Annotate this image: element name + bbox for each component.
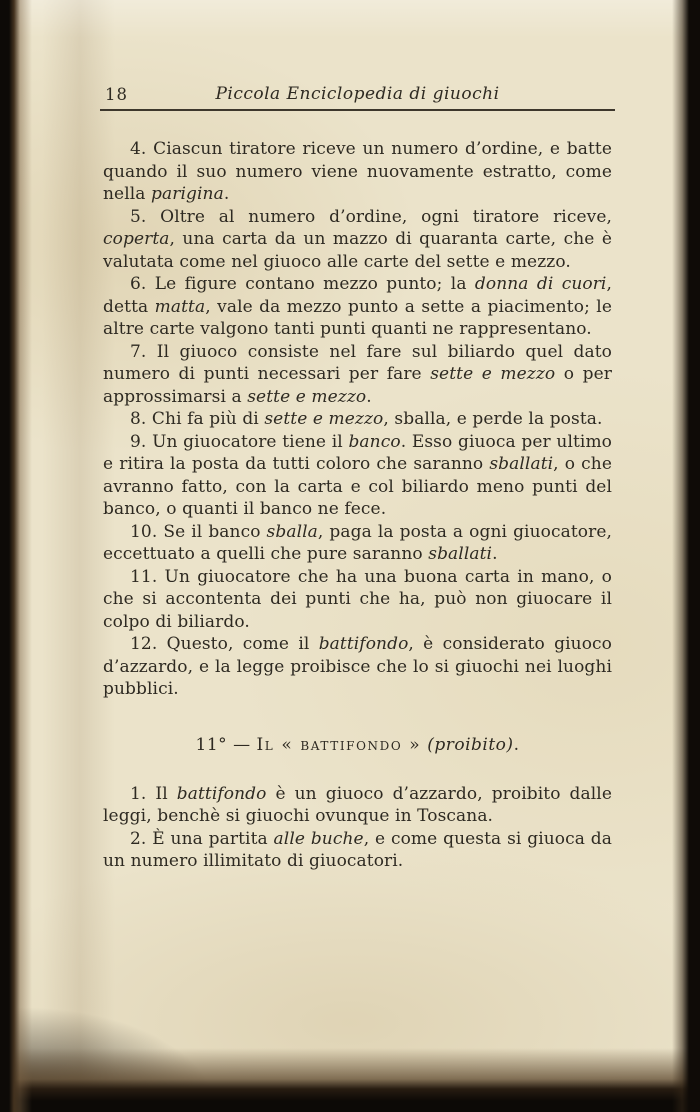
text-run: o per approssimarsi a — [103, 364, 612, 407]
text-run: . — [492, 544, 498, 564]
italic-term: sette e mezzo — [264, 409, 384, 429]
text-run: 7. Il giuoco consiste nel fare sul biliardo quel dato numero di punti necessari per fare — [103, 341, 612, 384]
page-number: 18 — [105, 85, 128, 104]
italic-term: alle buche — [273, 828, 364, 849]
text-run: . — [366, 386, 372, 407]
text-run: 12. Questo, come il — [130, 634, 319, 654]
text-run: 4. Ciascun tiratore riceve un numero d’ordine, e batte quando il suo numero viene nuovamente estratto, come nella — [103, 139, 612, 204]
text-run: , sballa, e perde la posta. — [383, 409, 603, 429]
text-run: 8. Chi fa più di — [130, 409, 265, 429]
italic-term: (proibito) — [427, 734, 514, 755]
italic-term: coperta — [103, 229, 170, 249]
section-heading — [103, 733, 612, 757]
text-run: è un giuoco d’azzardo, proibito dalle leggi, benchè si giuochi ovunque in Toscana. — [103, 783, 613, 826]
text-run: 1. Il — [130, 783, 177, 804]
smallcaps-term: Il « battifondo » — [256, 734, 422, 755]
paragraph — [103, 828, 612, 873]
italic-term: banco — [348, 431, 401, 452]
text-run: 5. Oltre al numero d’ordine, ogni tiratore riceve, — [130, 206, 612, 227]
text-run: 9. Un giuocatore tiene il — [130, 431, 349, 452]
paragraph — [103, 341, 612, 409]
text-run: 10. Se il banco — [130, 521, 267, 542]
text-blocks — [103, 138, 612, 873]
text-run: , paga la posta a ogni giuocatore, eccettuato a quelli che pure saranno — [103, 521, 612, 564]
italic-term: sette e mezzo — [430, 364, 556, 384]
italic-term: sette e mezzo — [247, 386, 367, 407]
paragraph — [103, 206, 612, 274]
italic-term: donna di cuori — [474, 274, 607, 294]
italic-term: parigina — [151, 184, 224, 204]
text-run: 11. Un giuocatore che ha una buona carta in mano, o che si accontenta dei punti che ha, può non giuocare il colpo di biliardo. — [103, 566, 612, 632]
paragraph — [103, 138, 612, 206]
paragraph — [103, 566, 612, 634]
paragraph — [103, 783, 612, 828]
text-run: , vale da mezzo punto a sette a piacimento; le altre carte valgono tanti punti quanti ne rappresentano. — [103, 296, 612, 339]
text-run: 6. Le figure contano mezzo punto; la — [130, 274, 475, 294]
italic-term: sballati — [428, 544, 493, 564]
italic-term: sballa — [266, 521, 318, 542]
paragraph — [103, 431, 612, 521]
header-rule — [100, 109, 615, 111]
paragraph — [103, 408, 612, 431]
italic-term: matta — [154, 296, 206, 317]
text-run: , o che avranno fatto, con la carta e col biliardo meno punti del banco, o quanti il banco ne fece. — [103, 454, 612, 519]
italic-term: battifondo — [318, 634, 409, 654]
page-header — [103, 84, 612, 114]
text-run: 2. È una partita — [130, 828, 274, 849]
text-run: , e come questa si giuoca da un numero illimitato di giuocatori. — [103, 828, 613, 871]
italic-term: sballati — [489, 454, 554, 474]
text-run: 11° — — [195, 734, 257, 755]
text-run: . — [223, 184, 230, 204]
text-run: , detta — [103, 274, 612, 317]
paragraph — [103, 633, 612, 701]
italic-term: battifondo — [176, 783, 267, 804]
paragraph — [103, 521, 612, 566]
text-run: . — [513, 734, 520, 755]
text-run: . Esso giuoca per ultimo e ritira la posta da tutti coloro che saranno — [103, 431, 612, 474]
text-run: , è considerato giuoco d’azzardo, e la legge proibisce che lo si giuochi nei luoghi pubblici. — [103, 634, 612, 699]
text-run: , una carta da un mazzo di quaranta carte, che è valutata come nel giuoco alle carte del sette e mezzo. — [103, 229, 612, 272]
paragraph — [103, 273, 612, 341]
running-title: Piccola Enciclopedia di giuochi — [215, 84, 500, 104]
